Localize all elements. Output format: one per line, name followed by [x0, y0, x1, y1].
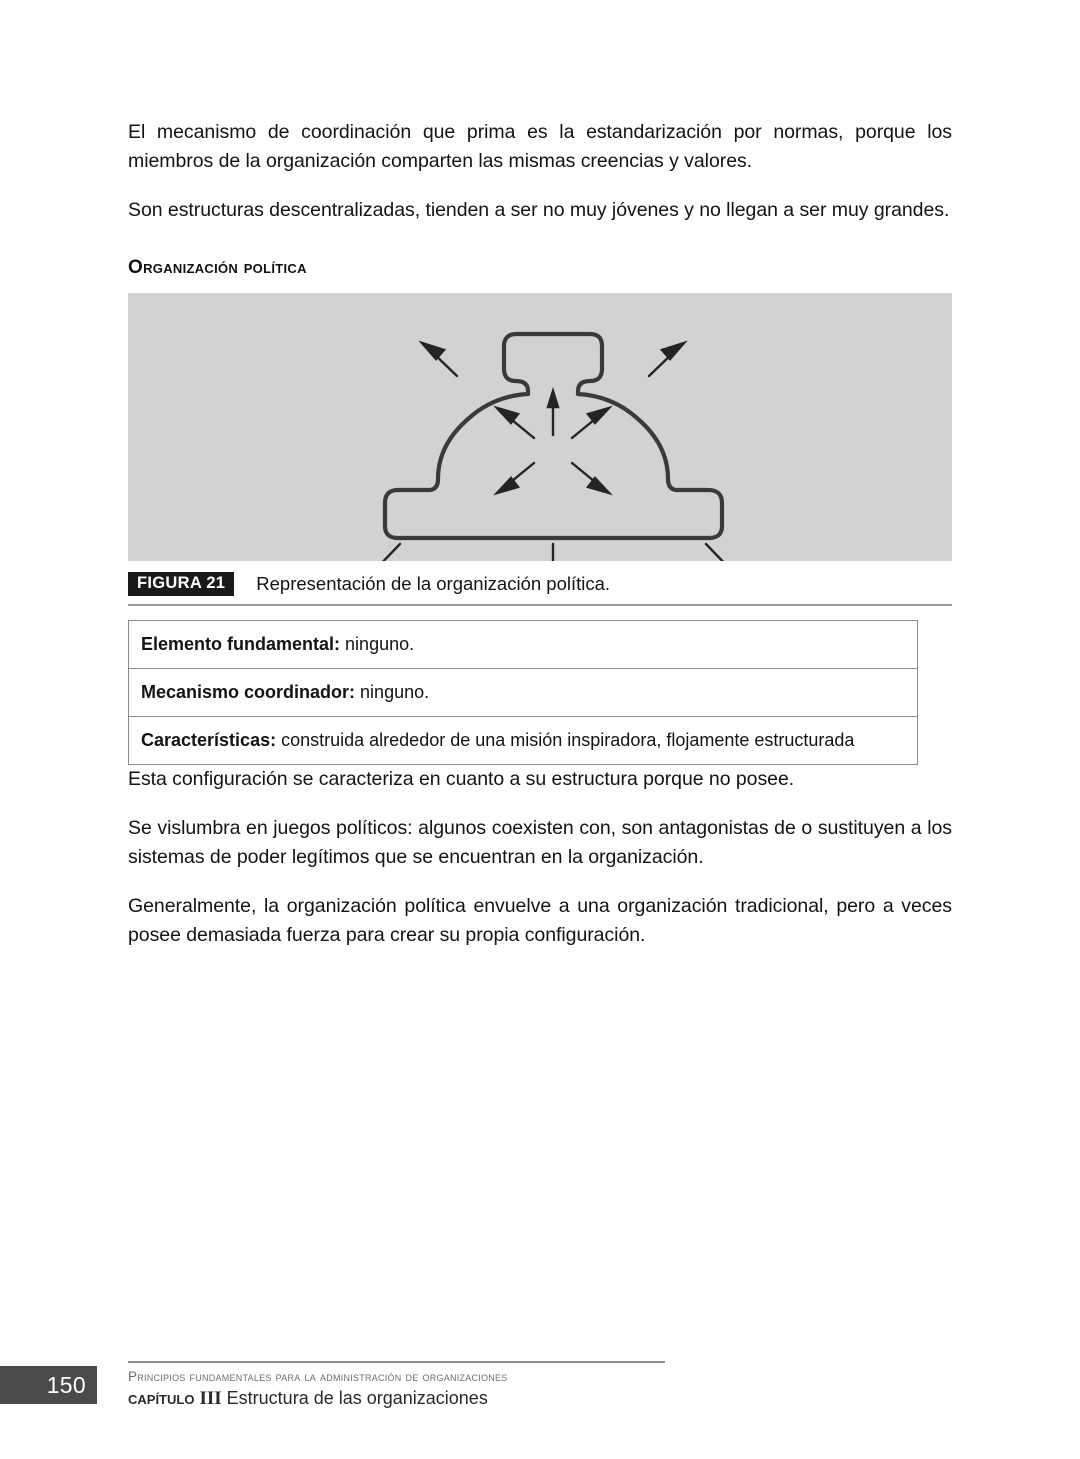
- table-row: [129, 668, 918, 716]
- table-label: Elemento fundamental:: [141, 633, 341, 654]
- inner-arrow-up: [548, 391, 558, 435]
- figure-image: [128, 293, 952, 561]
- outer-arrow-lower-left: [365, 544, 400, 561]
- outer-arrow-upper-left: [422, 343, 457, 376]
- footer-book-title: principios fundamentales para la administración de organizaciones: [128, 1369, 508, 1384]
- figure-caption: [128, 572, 952, 606]
- outer-arrow-lower-right: [706, 544, 741, 561]
- footer-chapter-number: III: [199, 1388, 222, 1409]
- footer-chapter-name: Estructura de las organizaciones: [226, 1388, 488, 1408]
- table-row: [129, 716, 918, 764]
- footer-divider: [128, 1361, 665, 1363]
- diagram-arrows: [365, 343, 741, 561]
- footer-chapter-line: [128, 1386, 728, 1411]
- table-label: Características:: [141, 729, 277, 750]
- page-title: Organización política: [128, 257, 307, 278]
- figure-caption-text: Representación de la organización política.: [256, 572, 611, 594]
- figure-number-badge: FIGURA 21: [128, 572, 234, 596]
- paragraph-configuration-structure: Esta configuración se caracteriza en cuanto a su estructura porque no posee.: [128, 767, 795, 790]
- paragraph-political-games: Se vislumbra en juegos políticos: algunos coexisten con, son antagonistas de o sustituyen a los sistemas de poder legítimos que se encuentran en la organización.: [128, 816, 952, 868]
- outer-arrow-upper-right: [649, 343, 684, 376]
- page-footer: [0, 1349, 1080, 1459]
- table-cell-coordinating-mechanism: [129, 668, 918, 716]
- paragraph-traditional-organization: Generalmente, la organización política envuelve a una organización tradicional, pero a veces posee demasiada fuerza para crear su propia configuración.: [128, 894, 952, 946]
- table-row: [129, 620, 918, 668]
- inner-arrow-down-left: [497, 463, 534, 493]
- outer-arrow-bottom-center: [547, 544, 559, 561]
- table-cell-fundamental-element: [129, 620, 918, 668]
- paragraph-coordination-mechanism: El mecanismo de coordinación que prima es la estandarización por normas, porque los miembros de la organización comparten las mismas creencias y valores.: [128, 121, 952, 172]
- paragraph-decentralized-structures: Son estructuras descentralizadas, tienden a ser no muy jóvenes y no llegan a ser muy grandes.: [128, 199, 950, 221]
- footer-chapter-label: capítulo: [128, 1388, 195, 1408]
- inner-arrow-up-right: [572, 408, 609, 438]
- characteristics-table: [128, 620, 918, 765]
- inner-arrow-down-right: [572, 463, 609, 493]
- footer-text-block: [128, 1368, 728, 1411]
- table-value: construida alrededor de una misión inspiradora, flojamente estructurada: [281, 729, 855, 750]
- table-cell-characteristics: [129, 716, 918, 764]
- table-value: ninguno.: [345, 633, 415, 654]
- page-content: [128, 118, 952, 950]
- page-number: 150: [46, 1372, 86, 1398]
- table-value: ninguno.: [360, 681, 430, 702]
- table-label: Mecanismo coordinador:: [141, 681, 356, 702]
- page-number-badge: [0, 1366, 97, 1404]
- political-organization-diagram: [128, 293, 952, 561]
- inner-arrow-up-left: [497, 408, 534, 438]
